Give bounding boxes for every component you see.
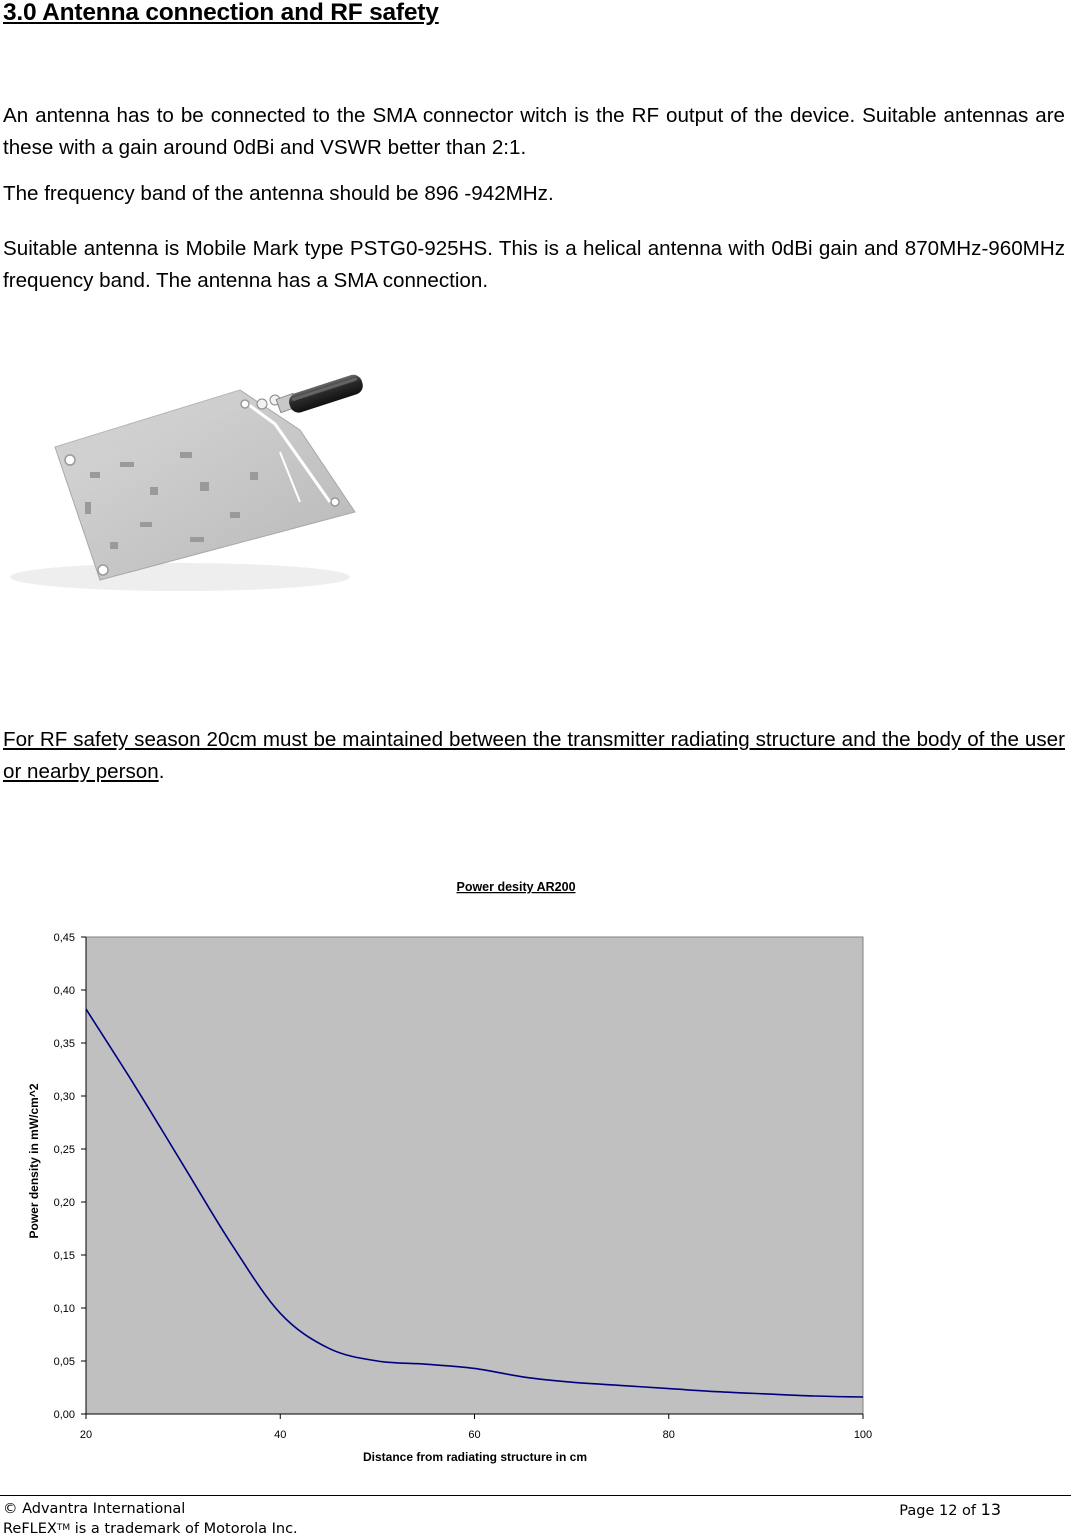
y-tick-label: 0,40 [53, 985, 75, 997]
x-tick-label: 40 [274, 1429, 287, 1441]
page-number [899, 1500, 1001, 1521]
page-total: 13 [980, 1500, 1001, 1519]
footer-company: Advantra International [22, 1501, 186, 1517]
y-tick-label: 0,00 [53, 1409, 75, 1421]
rf-safety-statement: For RF safety season 20cm must be maintained between the transmitter radiating structure and the body of the user or nearby person [3, 728, 1065, 783]
paragraph-antenna-requirements: An antenna has to be connected to the SMA connector witch is the RF output of the device. Suitable antennas are these with a gain around 0dBi and VSWR better than 2:1. [3, 104, 1065, 159]
copyright-symbol: © [3, 1501, 18, 1517]
x-tick-label: 60 [468, 1429, 481, 1441]
x-axis-label: Distance from radiating structure in cm [362, 1450, 588, 1464]
trademark-sign: TM [56, 1523, 71, 1533]
paragraph-frequency-band: The frequency band of the antenna should be 896 -942MHz. [3, 182, 554, 205]
y-tick-label: 0,20 [53, 1197, 75, 1209]
paragraph-suitable-antenna: Suitable antenna is Mobile Mark type PSTG0-925HS. This is a helical antenna with 0dBi gain and 870MHz-960MHz frequency band. The antenna has a SMA connection. [3, 237, 1065, 292]
y-tick-label: 0,25 [53, 1144, 75, 1156]
y-tick-label: 0,10 [53, 1303, 75, 1315]
antenna-board-photo [0, 312, 380, 594]
y-axis-label: Power density in mW/cm^2 [27, 1083, 41, 1239]
footer-divider [0, 1495, 1071, 1496]
plot-area [86, 937, 863, 1414]
footer-left [3, 1500, 298, 1539]
rf-safety-period: . [158, 760, 165, 783]
page-label: Page 12 of [899, 1503, 977, 1519]
x-tick-label: 20 [79, 1429, 93, 1441]
y-tick-label: 0,15 [53, 1250, 75, 1262]
x-tick-label: 80 [662, 1429, 675, 1441]
section-heading: 3.0 Antenna connection and RF safety [3, 0, 439, 26]
x-tick-label: 100 [853, 1429, 873, 1441]
y-tick-label: 0,30 [53, 1091, 75, 1103]
y-tick-label: 0,05 [53, 1356, 75, 1368]
y-tick-label: 0,35 [53, 1038, 75, 1050]
trademark-suffix: is a trademark of Motorola Inc. [70, 1521, 298, 1537]
trademark-prefix: ReFLEX [3, 1521, 57, 1537]
power-density-chart [0, 868, 1071, 1478]
y-tick-label: 0,45 [53, 932, 75, 944]
chart-title: Power desity AR200 [456, 880, 576, 894]
paragraph-rf-safety [3, 724, 1065, 788]
